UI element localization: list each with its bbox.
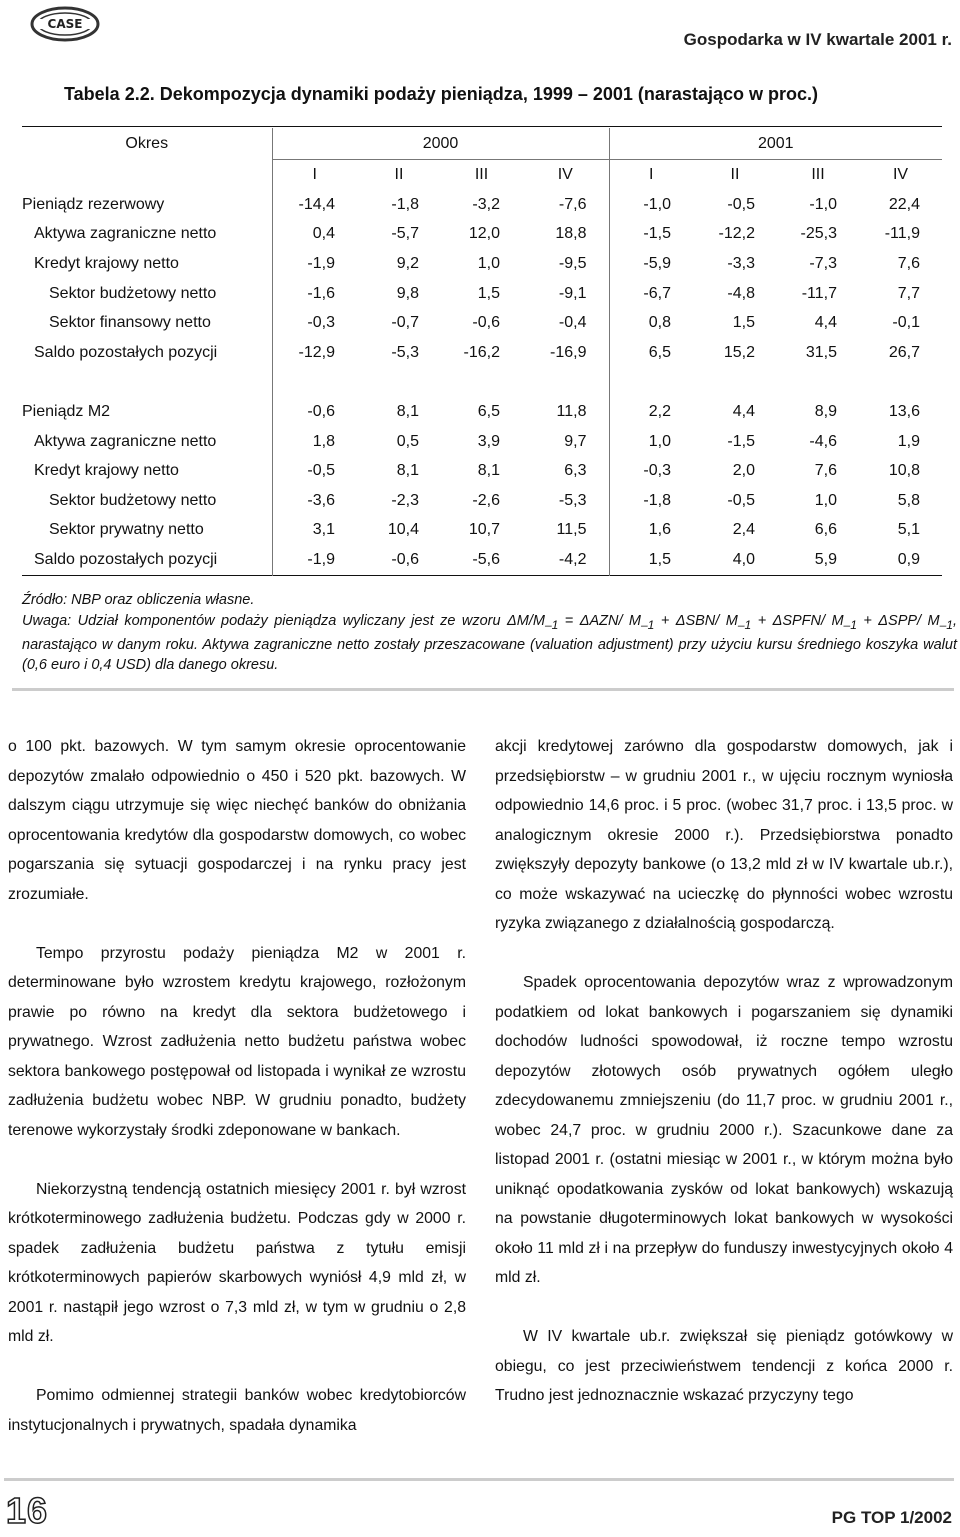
table-cell: 1,6 — [609, 516, 693, 546]
table-row — [22, 516, 942, 546]
year-2000-header: 2000 — [272, 128, 609, 160]
table-cell: -0,5 — [727, 195, 755, 213]
table-cell: 3,9 — [477, 432, 500, 450]
table-cell: 18,8 — [555, 225, 587, 243]
table-cell: 1,0 — [609, 427, 693, 457]
publication-label: PG TOP 1/2002 — [831, 1508, 952, 1527]
table-cell: -0,6 — [391, 550, 419, 568]
table-cell: 1,5 — [609, 545, 693, 575]
table-cell: -1,5 — [609, 220, 693, 250]
table-cell: -2,3 — [391, 491, 419, 509]
row-label: Kredyt krajowy netto — [34, 462, 179, 480]
paragraph: Spadek oprocentowania depozytów wraz z wprowadzonym podatkiem od lokat bankowych i pogarszaniem się dynamiki dochodów ludności spowodował, iż roczne tempo wzrostu depozytów złotowych osób prywatnych ogółem uległo zdecydowanemu zmniejszeniu (do 11,7 proc. w grudniu 2001 r., wobec 24,7 proc. w grudniu 2000 r.). Szacunkowe dane za listopad 2001 r. (ostatni miesiąc w 2001 r., w którym można było uniknąć opodatkowania zysków od lokat bankowych) wskazują na powstanie długoterminowych lokat bankowych w wysokości około 11 mld zł i na przepływ do funduszy inwestycyjnych około 4 mld zł. — [495, 974, 953, 1286]
table-row — [22, 279, 942, 309]
table-row — [22, 456, 942, 486]
table-cell: -9,5 — [558, 254, 587, 272]
table-cell: -3,2 — [472, 195, 500, 213]
table-cell: -0,3 — [609, 456, 693, 486]
table-cell: -11,7 — [801, 284, 837, 302]
table-cell: 2,0 — [732, 462, 755, 480]
table-cell: 11,8 — [556, 402, 587, 420]
row-label: Sektor finansowy netto — [49, 314, 211, 332]
table-cell: 7,6 — [814, 462, 837, 480]
table-cell: 9,2 — [396, 254, 419, 272]
table-cell: 1,9 — [897, 432, 920, 450]
footer-separator — [4, 1478, 954, 1481]
table-cell: 1,0 — [477, 254, 500, 272]
table-cell: 11,5 — [556, 521, 587, 539]
table-cell: 0,4 — [272, 220, 357, 250]
table-cell: 4,0 — [732, 550, 755, 568]
table-cell: -9,1 — [558, 284, 587, 302]
table-cell: -0,6 — [472, 314, 500, 332]
table-cell: 2,4 — [732, 521, 755, 539]
table-cell: 10,7 — [468, 521, 500, 539]
table-cell: 0,5 — [396, 432, 419, 450]
quarter-header: I — [272, 160, 357, 191]
text-column-left — [8, 732, 466, 1440]
page-number: 16 — [6, 1490, 49, 1531]
row-label: Kredyt krajowy netto — [34, 254, 179, 272]
table-cell: 5,9 — [814, 550, 837, 568]
table-row — [22, 308, 942, 338]
quarter-header: III — [777, 160, 859, 191]
table-notes — [22, 590, 957, 675]
table-cell: 1,5 — [477, 284, 500, 302]
table-row — [22, 397, 942, 427]
paragraph: akcji kredytowej zarówno dla gospodarstw domowych, jak i przedsiębiorstw – w grudniu 2001 r., w ujęciu rocznym wyniosła odpowiednio 14,6 proc. i 5 proc. (wobec 31,7 proc. i 13,5 proc. w analogicznym okresie 2000 r.). Przedsiębiorstwa ponadto zwiększyły depozyty bankowe (o 13,2 mld zł w IV kwartale ub.r.), co może wskazywać na ucieczkę do płynności wobec wzrostu ryzyka związanego z działalnością gospodarczą. — [495, 738, 953, 932]
paragraph: W IV kwartale ub.r. zwiększał się pieniądz gotówkowy w obiegu, co jest przeciwieństwem tendencji z końca 2000 r. Trudno jest jednoznacznie wskazać przyczyny tego — [495, 1328, 953, 1404]
table-cell: -16,9 — [550, 343, 587, 361]
quarter-header: III — [441, 160, 522, 191]
table-note: Uwaga: Udział komponentów podaży pieniądza wyliczany jest ze wzoru $\Delta M/M_{-1} = \Delta AZN/$ $M_{-1} + \Delta SBN/$ $M_{-1}$ + ΔSPFN/ $M_{-1} + \Delta SPP/$ $M_{-1}$, narastająco w danym roku. Aktywa zagraniczne netto zostały przeszacowane (valuation adjustment) przy użyciu kursu średniego koszyka walut (0,6 euro i 0,4 USD) dla danego okresu. — [22, 613, 958, 673]
table-cell: -0,6 — [272, 397, 357, 427]
table-cell: 9,8 — [396, 284, 419, 302]
table-title: Tabela 2.2. Dekompozycja dynamiki podaży pieniądza, 1999 – 2001 (narastająco w proc.) — [64, 84, 818, 104]
table-row — [22, 249, 942, 279]
table-cell: 6,3 — [564, 462, 587, 480]
table-cell: 2,2 — [609, 397, 693, 427]
table-block-reserve-money — [22, 190, 942, 368]
table-cell: -11,9 — [884, 225, 920, 243]
table-cell: 9,7 — [564, 432, 587, 450]
table-cell: -0,1 — [892, 314, 920, 332]
table-cell: 7,6 — [897, 254, 920, 272]
table-cell: 3,1 — [272, 516, 357, 546]
table-cell: 22,4 — [888, 195, 920, 213]
table-cell: -1,8 — [391, 195, 419, 213]
table-row — [22, 190, 942, 220]
table-cell: -5,6 — [472, 550, 500, 568]
note-label: Uwaga: — [22, 613, 72, 629]
paragraph: o 100 pkt. bazowych. W tym samym okresie oprocentowanie depozytów zmalało odpowiednio o 450 i 520 pkt. bazowych. W dalszym ciągu utrzymuje się więc niechęć banków do obniżania oprocentowania kredytów dla gospodarstw domowych, co wobec pogarszania się sytuacji gospodarczej i na rynku pracy jest zrozumiałe. — [8, 738, 466, 903]
paragraph: Niekorzystną tendencją ostatnich miesięcy 2001 r. był wzrost krótkoterminowego zadłużenia budżetu. Podczas gdy w 2000 r. spadek zadłużenia budżetu państwa z tytułu emisji krótkoterminowych papierów skarbowych wyniósł 4,9 mld zł, w 2001 r. nastąpił jego wzrost o 7,3 mld zł, w tym w grudniu o 2,8 mld zł. — [8, 1180, 466, 1345]
table-cell: -5,3 — [558, 491, 587, 509]
table-row — [22, 220, 942, 250]
table-cell: 5,8 — [897, 491, 920, 509]
running-header: Gospodarka w IV kwartale 2001 r. — [683, 30, 952, 49]
table-cell: 4,4 — [732, 402, 755, 420]
table-cell: -4,2 — [558, 550, 587, 568]
table-cell: -1,0 — [809, 195, 837, 213]
table-cell: -1,9 — [272, 545, 357, 575]
table-cell: 8,1 — [477, 462, 500, 480]
quarter-header: II — [693, 160, 777, 191]
table-top-rule — [22, 126, 942, 127]
table-cell: -2,6 — [472, 491, 500, 509]
notes-separator — [12, 688, 954, 691]
table-cell: -5,9 — [609, 249, 693, 279]
row-label: Sektor prywatny netto — [49, 521, 204, 539]
row-label: Pieniądz rezerwowy — [22, 195, 165, 213]
table-cell: 8,1 — [396, 462, 419, 480]
table-cell: -1,6 — [272, 279, 357, 309]
table-row — [22, 427, 942, 457]
table-cell: -0,4 — [558, 314, 587, 332]
year-2001-header: 2001 — [609, 128, 942, 160]
table-cell: -12,2 — [718, 225, 755, 243]
row-label: Aktywa zagraniczne netto — [34, 225, 217, 243]
table-cell: 6,5 — [477, 402, 500, 420]
table-cell: -1,9 — [272, 249, 357, 279]
table-cell: 8,9 — [814, 402, 837, 420]
table-cell: -1,8 — [609, 486, 693, 516]
row-label: Pieniądz M2 — [22, 402, 111, 420]
table-cell: 12,0 — [468, 225, 500, 243]
table-cell: -6,7 — [609, 279, 693, 309]
table-cell: -14,4 — [272, 190, 357, 220]
table-cell: 0,9 — [897, 550, 920, 568]
table-cell: 26,7 — [888, 343, 920, 361]
table-cell: -5,7 — [391, 225, 419, 243]
row-label: Saldo pozostałych pozycji — [34, 343, 218, 361]
table-cell: 4,4 — [814, 314, 837, 332]
table-cell: -0,5 — [272, 456, 357, 486]
table-row — [22, 545, 942, 575]
quarter-header: I — [609, 160, 693, 191]
quarter-header: IV — [859, 160, 942, 191]
table-cell: -4,6 — [809, 432, 837, 450]
table-cell: -16,2 — [463, 343, 500, 361]
table-cell: -0,5 — [727, 491, 755, 509]
table-cell: -1,0 — [609, 190, 693, 220]
table-cell: -12,9 — [272, 338, 357, 368]
table-cell: 10,8 — [888, 462, 920, 480]
table-cell: 5,1 — [897, 521, 920, 539]
quarter-header: II — [357, 160, 441, 191]
text-column-right — [495, 732, 953, 1411]
table-row — [22, 338, 942, 368]
table-cell: 6,6 — [814, 521, 837, 539]
paragraph: Tempo przyrostu podaży pieniądza M2 w 2001 r. determinowane było wzrostem kredytu krajowego, rozłożonym prawie po równo na kredyt dla sektora budżetowego i prywatnego. Wzrost zadłużenia netto budżetu państwa wobec sektora bankowego postępował od listopada i wynikał ze wzrostu zadłużenia budżetu wobec NBP. W grudniu ponadto, budżety terenowe wykorzystały środki zdeponowane w bankach. — [8, 944, 466, 1139]
table-cell: 6,5 — [609, 338, 693, 368]
row-label: Sektor budżetowy netto — [49, 284, 217, 302]
table-source: Źródło: NBP oraz obliczenia własne. — [22, 592, 255, 608]
row-label: Aktywa zagraniczne netto — [34, 432, 217, 450]
row-label: Saldo pozostałych pozycji — [34, 550, 218, 568]
table-cell: -0,7 — [391, 314, 419, 332]
table-cell: -7,3 — [809, 254, 837, 272]
row-label: Sektor budżetowy netto — [49, 491, 217, 509]
logo-text: CASE — [47, 17, 83, 31]
table-cell: 15,2 — [723, 343, 755, 361]
paragraph: Pomimo odmiennej strategii banków wobec kredytobiorców instytucjonalnych i prywatnych, spadała dynamika — [8, 1387, 466, 1434]
table-cell: 7,7 — [897, 284, 920, 302]
table-cell: 1,8 — [272, 427, 357, 457]
table-cell: 8,1 — [396, 402, 419, 420]
table-row — [22, 486, 942, 516]
table-cell: -25,3 — [800, 225, 837, 243]
table-cell: 13,6 — [888, 402, 920, 420]
table-cell: -4,8 — [727, 284, 755, 302]
table-cell: -7,6 — [558, 195, 587, 213]
table-cell: 1,0 — [814, 491, 837, 509]
okres-header: Okres — [125, 134, 169, 152]
table-cell: 1,5 — [732, 314, 755, 332]
table-block-m2 — [22, 397, 942, 575]
table-cell: -3,3 — [727, 254, 755, 272]
quarter-header: IV — [522, 160, 609, 191]
money-supply-table — [22, 128, 942, 576]
table-cell: 0,8 — [609, 308, 693, 338]
table-cell: 10,4 — [387, 521, 419, 539]
table-cell: 31,5 — [805, 343, 837, 361]
table-cell: -3,6 — [272, 486, 357, 516]
table-cell: -1,5 — [727, 432, 755, 450]
table-cell: -0,3 — [272, 308, 357, 338]
case-logo — [30, 6, 100, 42]
table-cell: -5,3 — [391, 343, 419, 361]
